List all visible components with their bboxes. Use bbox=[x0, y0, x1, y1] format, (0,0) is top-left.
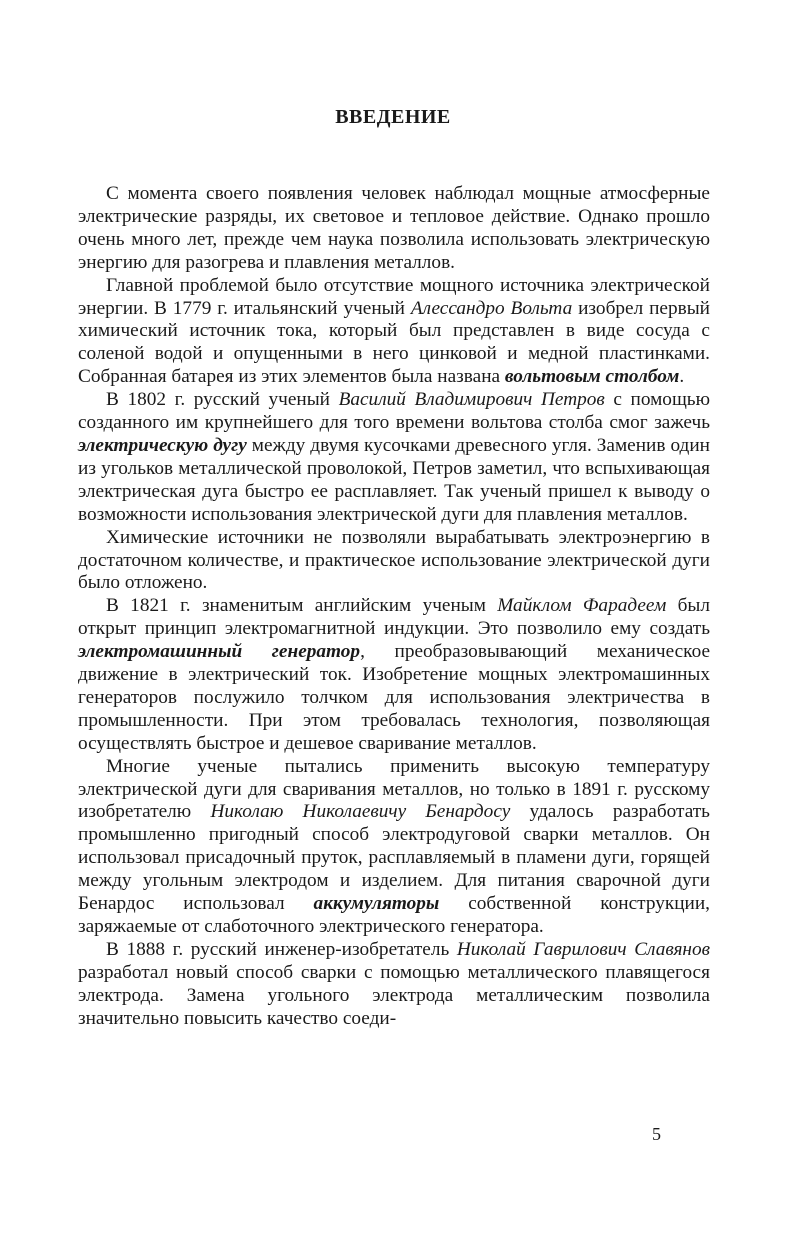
text-segment: . bbox=[679, 366, 685, 388]
text-segment: С момента своего появления человек наблюдал мощные атмосферные электрические разряды, их световое и тепловое действие. Однако прошло очень много лет, прежде чем наука позволила использовать электрическую энергию для разогрева и плавления металлов. bbox=[78, 183, 710, 273]
text-segment: В 1888 г. русский инженер-изобретатель bbox=[106, 938, 457, 960]
key-term: аккумуляторы bbox=[313, 893, 440, 915]
text-segment: Главной проблемой было отсутствие мощного источника электрической энергии. В 1779 г. итальянский ученый bbox=[78, 274, 710, 319]
paragraph bbox=[78, 275, 710, 390]
person-name: Николай Гаврилович Славянов bbox=[456, 938, 710, 960]
text-segment: Многие ученые пытались применить высокую температуру электрической дуги для сваривания металлов, но только в 1891 г. русскому изобретателю bbox=[78, 755, 710, 823]
person-name: Майклом Фарадеем bbox=[497, 595, 667, 617]
paragraph bbox=[78, 527, 710, 596]
text-segment: собственной конструкции, заряжаемые от слаботочного электрического генератора. bbox=[78, 893, 710, 937]
paragraph bbox=[78, 389, 710, 526]
person-name: Николаю Николаевичу Бенардосу bbox=[210, 801, 511, 823]
body-text bbox=[78, 183, 710, 1031]
person-name: Алессандро Вольта bbox=[410, 297, 573, 319]
text-segment: удалось разработать промышленно пригодный способ электродуговой сварки металлов. Он использовал присадочный пруток, расплавляемый в пламени дуги, горящей между угольным электродом и изделием. Для питания сварочной дуги Бенардос использовал bbox=[78, 801, 710, 915]
page-title: ВВЕДЕНИЕ bbox=[335, 106, 451, 128]
text-segment: с помощью созданного им крупнейшего для того времени вольтова столба смог зажечь bbox=[78, 389, 710, 434]
text-segment: между двумя кусочками древесного угля. Заменив один из угольков металлической проволокой, Петров заметил, что вспыхивающая электрическая дуга быстро ее расплавляет. Так ученый пришел к выводу о возможности использования электрической дуги для плавления металлов. bbox=[78, 434, 710, 525]
paragraph bbox=[78, 183, 710, 275]
person-name: Василий Владимирович Петров bbox=[338, 389, 605, 411]
paragraph bbox=[78, 756, 710, 939]
text-segment: В 1802 г. русский ученый bbox=[106, 389, 339, 411]
paragraph bbox=[78, 595, 710, 755]
text-segment: разработал новый способ сварки с помощью металлического плавящегося электрода. Замена угольного электрода металлическим позволила значительно повысить качество соеди- bbox=[78, 961, 710, 1029]
key-term: вольтовым столбом bbox=[504, 366, 680, 388]
page-number: 5 bbox=[652, 1124, 661, 1144]
key-term: электрическую дугу bbox=[78, 434, 247, 456]
text-segment: изобрел первый химический источник тока, который был представлен в виде сосуда с соленой водой и опущенными в него цинковой и медной пластинками. Собранная батарея из этих элементов была названа bbox=[78, 297, 710, 388]
key-term: электромашинный генератор bbox=[78, 641, 361, 663]
text-segment: был открыт принцип электромагнитной индукции. Это позволило ему создать bbox=[78, 595, 710, 640]
text-segment: , преобразовывающий механическое движение в электрический ток. Изобретение мощных электромашинных генераторов послужило толчком для использования электричества в промышленности. При этом требовалась технология, позволяющая осуществлять быстрое и дешевое сваривание металлов. bbox=[78, 641, 711, 754]
text-segment: В 1821 г. знаменитым английским ученым bbox=[106, 595, 498, 617]
paragraph bbox=[78, 939, 710, 1031]
text-segment: Химические источники не позволяли вырабатывать электроэнергию в достаточном количестве, и практическое использование электрической дуги было отложено. bbox=[78, 526, 710, 594]
